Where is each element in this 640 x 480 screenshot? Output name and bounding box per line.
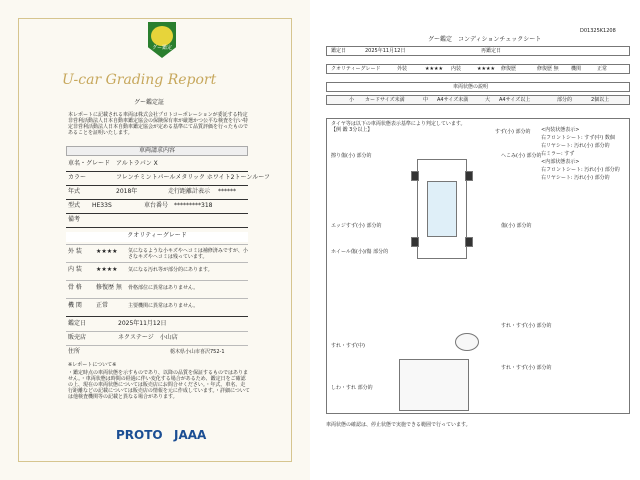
color-label: カラー xyxy=(68,174,87,181)
legend-small: 小 xyxy=(349,97,355,103)
legend-partial: 部分的 xyxy=(557,97,573,103)
logo-strip xyxy=(116,428,216,444)
label-7: すれ・すず(小) 部分的 xyxy=(501,323,552,329)
address-value: 栃木県小山市喜沢752-1 xyxy=(170,349,225,355)
chassis-label: 車台番号 xyxy=(144,202,169,209)
legend-medium: 中 xyxy=(423,97,429,103)
label-5: 傷(小) 部分的 xyxy=(501,223,532,229)
label-2: 擦り傷(小) 部分的 xyxy=(331,153,372,159)
vehicle-header: 車両請求内容 xyxy=(66,146,248,156)
wheel-rear-left xyxy=(411,237,419,247)
vehicle-diagram xyxy=(326,118,630,414)
wheel-front-left xyxy=(411,171,419,181)
exterior-label: 外装 xyxy=(397,66,408,72)
proto-logo: PROTO xyxy=(116,428,163,442)
model-code-value: HE33S xyxy=(92,202,112,209)
color-value: フレンチミントパールメタリック ホワイト2トーンルーフ xyxy=(116,174,270,181)
odometer-value: ****** xyxy=(218,188,236,195)
intro-text: 本レポートに記載される車両は株式会社プロトコーポレーションが委託する特定非営利活動法人日本自動車鑑定協会の保険保有車が厳選かつ公平な検査を行い特定非営利活動法人日本自動車鑑定協会が定める基準にて品質評価を行ったものであることを証明いたします。 xyxy=(68,112,249,136)
frame-value: 修復歴 無 xyxy=(96,284,122,291)
side-line-1: 右フロントシート: すず(中) 数個 xyxy=(541,135,615,141)
odometer-label: 走行距離計表示 xyxy=(168,188,211,195)
badge-text: グー鑑定 xyxy=(152,45,173,51)
shop-value: ネクステージ 小山店 xyxy=(118,334,178,341)
legend-large: 大 xyxy=(485,97,491,103)
legend xyxy=(326,95,630,105)
interior-label: 内装 xyxy=(451,66,462,72)
address-label: 住所 xyxy=(68,348,81,355)
label-3: へこみ(小) 部分的 xyxy=(501,153,542,159)
footer-note: 車両状態の確認は、停止状態で実施できる範囲で行っています。 xyxy=(326,422,471,428)
side-title: <内装状態表示> xyxy=(541,127,580,133)
condition-sheet xyxy=(318,0,640,480)
section-title-row xyxy=(326,82,630,92)
side-line-3: 右ミラー: すず xyxy=(541,151,575,157)
report-title: U-car Grading Report xyxy=(62,72,217,88)
sheet-title: グー鑑定 コンディションチェックシート xyxy=(428,36,542,43)
remarks-label: 備考 xyxy=(68,216,81,223)
repair-label: 修復歴 xyxy=(501,66,517,72)
certificate-title: グー鑑定証 xyxy=(134,99,165,106)
date-value: 2025年11月12日 xyxy=(118,320,167,327)
interior-stars: ★★★★ xyxy=(96,266,118,273)
frame-label: 骨 格 xyxy=(68,284,82,291)
legend-small-desc: カードサイズ未満 xyxy=(365,97,405,103)
frame-note: 骨格部位に異常はありません。 xyxy=(128,285,199,291)
side-line-4: <内部状態表示> xyxy=(541,159,580,165)
label-8: すれ・すず(中) xyxy=(331,343,365,349)
shop-label: 販売店 xyxy=(68,334,87,341)
note1: タイヤ等は以下の車両状態表示基準により判定しています。 xyxy=(331,121,466,127)
repair-value: 修復歴 無 xyxy=(537,66,559,72)
legend-multiple: 2個以上 xyxy=(591,97,610,103)
interior-note: 気になる汚れ等が部分的にあります。 xyxy=(128,267,213,273)
rental-label: 再鑑定日 xyxy=(481,48,502,54)
notes-title: ※レポートについて※ xyxy=(68,362,117,368)
exterior-stars: ★★★★ xyxy=(425,66,443,72)
date-label: 鑑定日 xyxy=(68,320,87,327)
exterior-note: 気になるような小キズやヘコミは補修済みですが、小さなキズやヘコミは残っています。 xyxy=(128,248,248,260)
badge-emblem xyxy=(151,26,173,46)
mechanical-value: 正常 xyxy=(597,66,608,72)
model-value: アルトラパン X xyxy=(116,160,158,167)
mechanical-label: 機関 xyxy=(571,66,582,72)
legend-medium-desc: A4サイズ未満 xyxy=(437,97,469,103)
date-value: 2025年11月12日 xyxy=(365,48,406,54)
section-title: 車両状態の説明 xyxy=(453,84,489,90)
quality-row xyxy=(326,64,630,74)
side-line-5: 右フロントシート: 汚れ(小) 部分的 xyxy=(541,167,620,173)
steering-icon xyxy=(455,333,479,351)
doc-id: D01325K1208 xyxy=(580,28,616,34)
label-6: ホイール傷(小)/傷 部分的 xyxy=(331,249,389,255)
wheel-front-right xyxy=(465,171,473,181)
wheel-rear-right xyxy=(465,237,473,247)
interior-layout xyxy=(399,359,469,411)
grading-certificate xyxy=(0,0,310,480)
quality-header: クオリティーグレード xyxy=(66,232,248,242)
exterior-label: 外 装 xyxy=(68,248,82,255)
label-1: すず(小) 部分的 xyxy=(495,129,531,135)
chassis-value: *********318 xyxy=(174,202,213,209)
year-label: 年式 xyxy=(68,188,81,195)
jaaa-logo: JAAA xyxy=(174,428,207,442)
quality-label: クオリティーグレード xyxy=(331,66,381,72)
date-row xyxy=(326,46,630,56)
notes-text: ・鑑定時点の車両状態を示すものであり、以降の品質を保証するものではありません。・車両状態は時間の経過に伴い変化する場合があるため、鑑定日をご確認の上、現在の車両状態については販売店にお問合せください。・年式、車名、走行距離などの記載については販売店の情報を元に作成しています。・詳細については他検査機関等の記載と異なる場合があります。 xyxy=(68,370,250,400)
date-label: 鑑定日 xyxy=(331,48,347,54)
exterior-stars: ★★★★ xyxy=(96,248,118,255)
mechanical-note: 主要機関に異常はありません。 xyxy=(128,303,199,309)
side-line-2: 右リヤシート: 汚れ(小) 部分的 xyxy=(541,143,610,149)
interior-label: 内 装 xyxy=(68,266,82,273)
side-line-6: 右リヤシート: 汚れ(小) 部分的 xyxy=(541,175,610,181)
interior-stars: ★★★★ xyxy=(477,66,495,72)
car-roof xyxy=(427,181,457,237)
model-label: 車名・グレード xyxy=(68,160,111,167)
model-code-label: 型式 xyxy=(68,202,81,209)
label-4: エッジすず(小) 部分的 xyxy=(331,223,382,229)
mechanical-value: 正常 xyxy=(96,302,109,309)
year-value: 2018年 xyxy=(116,188,138,195)
label-9: すれ・すず(小) 部分的 xyxy=(501,365,552,371)
legend-large-desc: A4サイズ以上 xyxy=(499,97,531,103)
mechanical-label: 機 関 xyxy=(68,302,82,309)
note2: 【例 鑑 3分以上】 xyxy=(331,127,373,133)
label-10: しわ・すれ 部分的 xyxy=(331,385,373,391)
